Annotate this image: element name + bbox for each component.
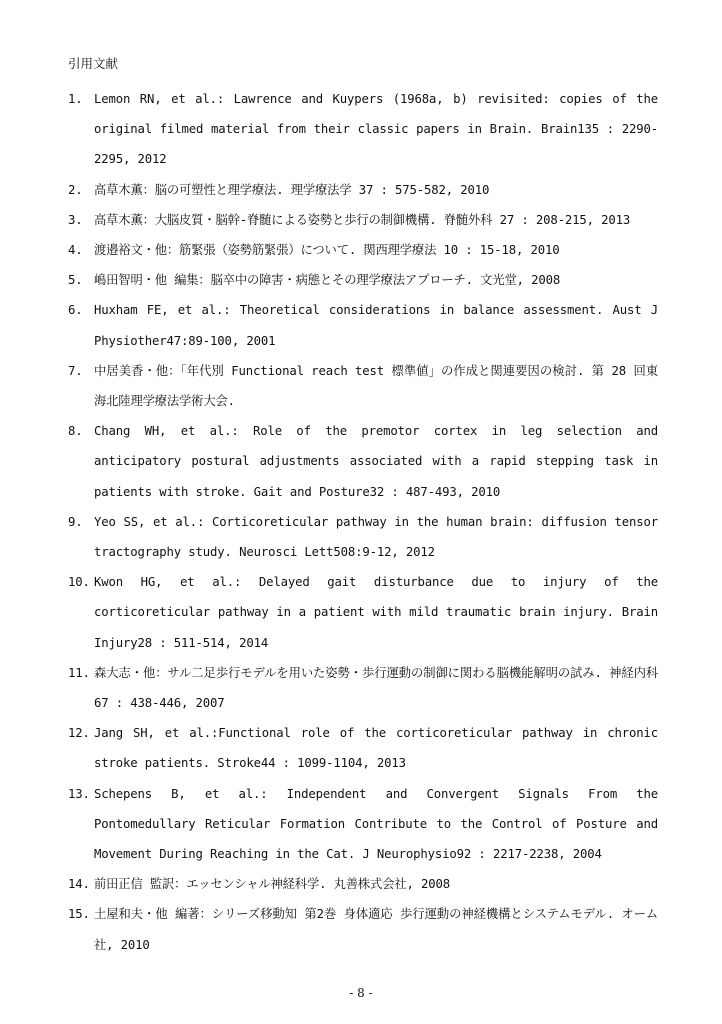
reference-number: 12. [68, 726, 90, 741]
reference-number: 3. [68, 212, 83, 227]
reference-list [68, 84, 658, 960]
reference-item [68, 356, 658, 416]
reference-text: Schepens B, et al.: Independent and Convergent Signals From the Pontomedullary Reticular Formation Contribute to the Control of Posture and Movement During Reaching in the Cat. J Neurophysio92 : 2217-2238, 2004 [94, 786, 658, 862]
reference-number: 5. [68, 273, 83, 288]
reference-item [68, 205, 658, 235]
reference-text: Huxham FE, et al.: Theoretical considerations in balance assessment. Aust J Physiother47:89-100, 2001 [94, 303, 658, 348]
reference-text: 高草木薫：大脳皮質・脳幹-脊髄による姿勢と歩行の制御機構. 脊髄外科 27 : 208-215, 2013 [94, 212, 631, 227]
reference-item [68, 84, 658, 175]
reference-item [68, 567, 658, 658]
reference-item [68, 175, 658, 205]
reference-item [68, 235, 658, 265]
page-number: - 8 - [349, 986, 373, 1000]
reference-item [68, 265, 658, 295]
reference-text: 前田正信 監訳：エッセンシャル神経科学. 丸善株式会社, 2008 [94, 877, 451, 892]
references-heading: 引用文献 [68, 56, 119, 71]
reference-text: 嶋田智明・他 編集：脳卒中の障害・病態とその理学療法アプローチ. 文光堂, 2008 [94, 273, 561, 288]
reference-item [68, 416, 658, 507]
reference-number: 1. [68, 92, 83, 106]
reference-text: 土屋和夫・他 編著：シリーズ移動知 第2巻 身体適応 歩行運動の神経機構とシステムモデル. オーム社, 2010 [94, 907, 658, 952]
reference-text: 森大志・他：サル二足歩行モデルを用いた姿勢・歩行運動の制御に関わる脳機能解明の試み. 神経内科 67 : 438-446, 2007 [94, 665, 658, 711]
reference-number: 15. [68, 907, 90, 922]
reference-text: 高草木薫：脳の可塑性と理学療法. 理学療法学 37 : 575-582, 2010 [94, 182, 490, 197]
reference-text: Yeo SS, et al.: Corticoreticular pathway in the human brain: diffusion tensor tractography study. Neurosci Lett508:9-12, 2012 [94, 514, 658, 560]
reference-text: Jang SH, et al.:Functional role of the corticoreticular pathway in chronic stroke patients. Stroke44 : 1099-1104, 2013 [94, 726, 658, 771]
reference-number: 8. [68, 424, 83, 439]
reference-item [68, 295, 658, 355]
reference-number: 14. [68, 877, 90, 892]
reference-item [68, 507, 658, 567]
reference-text: Lemon RN, et al.: Lawrence and Kuypers (1968a, b) revisited: copies of the original filmed material from their classic papers in Brain. Brain135 : 2290-2295, 2012 [94, 92, 658, 167]
reference-number: 7. [68, 363, 83, 378]
reference-text: 中居美香・他：「年代別 Functional reach test 標準値」の作成と関連要因の検討. 第 28 回東海北陸理学療法学術大会. [94, 363, 658, 409]
reference-text: Chang WH, et al.: Role of the premotor cortex in leg selection and anticipatory postural adjustments associated with a rapid stepping task in patients with stroke. Gait and Posture32 : 487-493, 2010 [94, 424, 658, 499]
reference-number: 6. [68, 303, 83, 318]
reference-number: 13. [68, 786, 90, 801]
reference-number: 9. [68, 514, 83, 529]
reference-item [68, 899, 658, 959]
reference-text: 渡邉裕文・他：筋緊張（姿勢筋緊張）について. 関西理学療法 10 : 15-18, 2010 [94, 243, 560, 258]
reference-item [68, 658, 658, 718]
reference-item [68, 779, 658, 870]
reference-number: 4. [68, 243, 83, 258]
reference-number: 10. [68, 575, 90, 590]
reference-number: 11. [68, 665, 90, 680]
reference-item [68, 718, 658, 778]
reference-text: Kwon HG, et al.: Delayed gait disturbance due to injury of the corticoreticular pathway in a patient with mild traumatic brain injury. Brain Injury28 : 511-514, 2014 [94, 575, 658, 650]
reference-number: 2. [68, 182, 83, 197]
reference-item [68, 869, 658, 899]
